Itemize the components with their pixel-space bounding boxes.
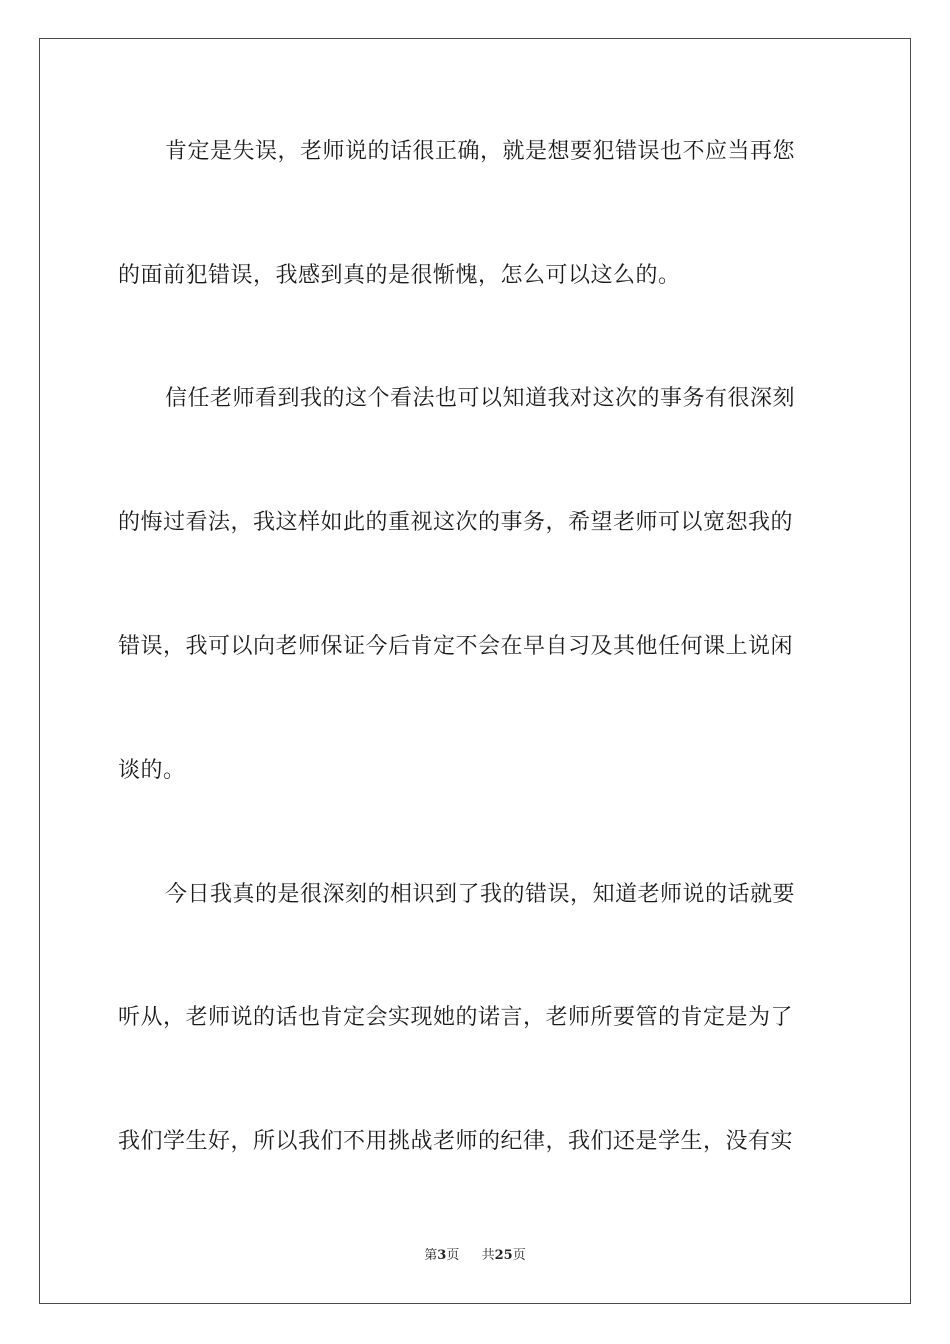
page-border (39, 38, 911, 1304)
total-pages-indicator (482, 1248, 526, 1264)
page-indicator (424, 1248, 459, 1264)
page-suffix: 页 (446, 1248, 460, 1263)
paragraph-line-7: 今日我真的是很深刻的相识到了我的错误，知道老师说的话就要 (165, 882, 796, 907)
paragraph-line-3: 信任老师看到我的这个看法也可以知道我对这次的事务有很深刻 (165, 386, 796, 411)
page-number: 3 (437, 1248, 447, 1263)
page-prefix: 第 (424, 1248, 438, 1263)
paragraph-line-6: 谈的。 (118, 758, 186, 783)
paragraph-line-4: 的悔过看法，我这样如此的重视这次的事务，希望老师可以宽恕我的 (118, 510, 794, 535)
paragraph-line-5: 错误，我可以向老师保证今后肯定不会在早自习及其他任何课上说闲 (118, 634, 794, 659)
page-footer (0, 1248, 950, 1264)
total-suffix: 页 (512, 1248, 526, 1263)
total-pages: 25 (494, 1248, 513, 1263)
paragraph-line-9: 我们学生好，所以我们不用挑战老师的纪律，我们还是学生，没有实 (118, 1129, 794, 1154)
paragraph-line-2: 的面前犯错误，我感到真的是很惭愧，怎么可以这么的。 (118, 263, 681, 288)
paragraph-line-8: 听从，老师说的话也肯定会实现她的诺言，老师所要管的肯定是为了 (118, 1005, 794, 1030)
paragraph-line-1: 肯定是失误，老师说的话很正确，就是想要犯错误也不应当再您 (165, 139, 796, 164)
total-prefix: 共 (481, 1248, 495, 1263)
